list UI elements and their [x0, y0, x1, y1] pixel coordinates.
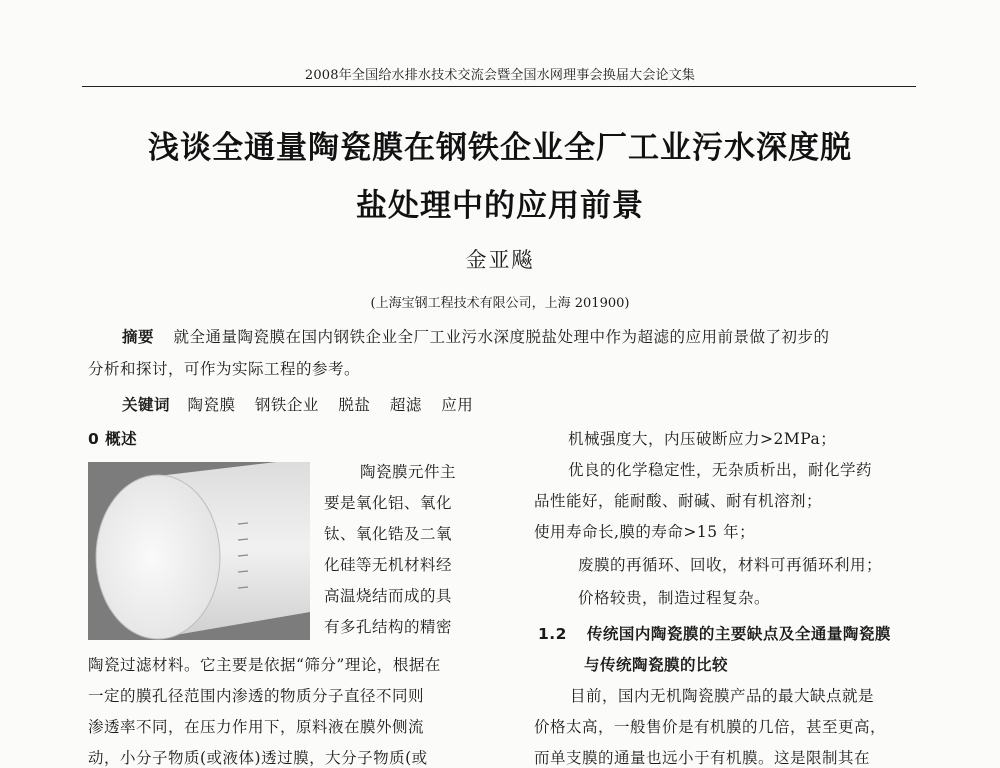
section-1-2-heading — [538, 622, 891, 644]
right-column-line: 品性能好，能耐酸、耐碱、耐有机溶剂； — [534, 492, 823, 510]
right-column-line: 优良的化学稳定性，无杂质析出，耐化学药 — [568, 461, 873, 479]
abstract-label: 摘要 — [122, 328, 155, 346]
abstract-text-line-2: 分析和探讨，可作为实际工程的参考。 — [88, 360, 361, 378]
ceramic-membrane-photo — [88, 462, 310, 640]
right-column-line: 废膜的再循环、回收，材料可再循环利用； — [578, 556, 883, 574]
section-1-2-title-line-2: 与传统陶瓷膜的比较 — [584, 656, 729, 674]
ceramic-membrane-cylinder-icon — [88, 462, 310, 640]
section-0-wrap-line: 要是氧化铝、氧化 — [324, 494, 453, 512]
keyword-item: 应用 — [441, 396, 474, 414]
paper-title-line-2: 盐处理中的应用前景 — [356, 188, 644, 224]
author-affiliation: (上海宝钢工程技术有限公司，上海 201900) — [370, 296, 630, 311]
keyword-item: 钢铁企业 — [254, 396, 319, 414]
keyword-item: 脱盐 — [338, 396, 371, 414]
section-0-wrap-line: 陶瓷膜元件主 — [360, 463, 457, 481]
section-0-body-line: 陶瓷过滤材料。它主要是依据“筛分”理论，根据在 — [88, 656, 441, 674]
keyword-item: 陶瓷膜 — [187, 396, 236, 414]
section-0-body-line: 渗透率不同，在压力作用下，原料液在膜外侧流 — [88, 718, 425, 736]
section-1-2-title-line-1: 传统国内陶瓷膜的主要缺点及全通量陶瓷膜 — [586, 625, 891, 643]
section-0-wrap-line: 高温烧结而成的具 — [324, 587, 453, 605]
section-0-wrap-line: 钛、氧化锆及二氧 — [324, 525, 453, 543]
right-column-line: 机械强度大，内压破断应力>2MPa； — [568, 430, 837, 448]
section-0-body-line: 一定的膜孔径范围内渗透的物质分子直径不同则 — [88, 687, 425, 705]
section-1-2-body-line: 而单支膜的通量也远小于有机膜。这是限制其在 — [534, 749, 871, 767]
running-header: 2008年全国给水排水技术交流会暨全国水网理事会换届大会论文集 — [304, 68, 696, 83]
keywords-label: 关键词 — [122, 396, 171, 414]
section-0-wrap-line: 化硅等无机材料经 — [324, 556, 453, 574]
section-0-heading: 0 概述 — [88, 430, 138, 448]
right-column-line: 使用寿命长,膜的寿命>15 年； — [534, 523, 756, 541]
section-0-wrap-line: 有多孔结构的精密 — [324, 618, 453, 636]
section-1-2-body-line: 价格太高，一般售价是有机膜的几倍，甚至更高， — [534, 718, 887, 736]
section-1-2-body-line: 目前，国内无机陶瓷膜产品的最大缺点就是 — [570, 687, 875, 705]
right-column-line: 价格较贵，制造过程复杂。 — [578, 589, 771, 607]
section-1-2-number: 1.2 — [538, 625, 567, 643]
abstract-text-line-1: 就全通量陶瓷膜在国内钢铁企业全厂工业污水深度脱盐处理中作为超滤的应用前景做了初步的 — [173, 328, 830, 346]
keywords-row — [122, 393, 473, 415]
author-name: 金亚飚 — [465, 248, 535, 272]
paper-title-line-1: 浅谈全通量陶瓷膜在钢铁企业全厂工业污水深度脱 — [148, 130, 852, 166]
keyword-item: 超滤 — [389, 396, 422, 414]
section-0-body-line: 动，小分子物质(或液体)透过膜，大分子物质(或 — [88, 749, 428, 767]
header-divider — [82, 86, 916, 87]
abstract-block — [122, 325, 829, 347]
